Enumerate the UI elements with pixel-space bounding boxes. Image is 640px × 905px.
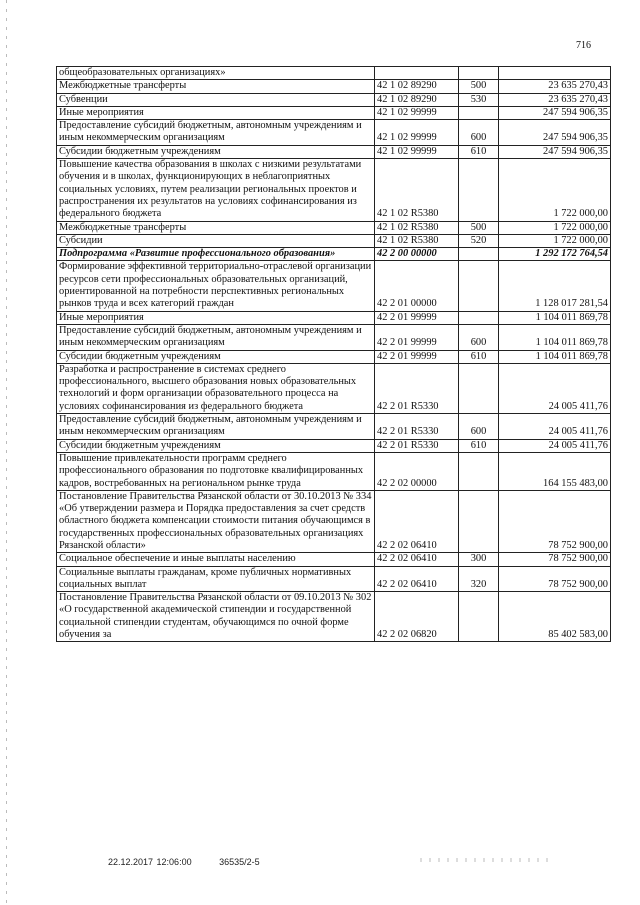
row-code-cell: 42 2 01 99999 — [375, 350, 459, 363]
row-amount-cell: 1 722 000,00 — [499, 234, 611, 247]
row-code-cell: 42 2 02 06410 — [375, 490, 459, 552]
row-code-cell: 42 2 01 R5330 — [375, 363, 459, 413]
row-amount-cell: 78 752 900,00 — [499, 566, 611, 592]
row-amount-cell: 1 722 000,00 — [499, 159, 611, 221]
row-code-cell: 42 1 02 R5380 — [375, 159, 459, 221]
row-amount-cell: 1 128 017 281,54 — [499, 261, 611, 311]
table-row — [57, 592, 611, 642]
row-code-cell — [375, 67, 459, 80]
row-name-cell: Субвенции — [57, 93, 375, 106]
table-row — [57, 566, 611, 592]
row-name-cell: Формирование эффективной территориально-отраслевой организации ресурсов сети профессиональных образовательных организаций, ориентированной на потребности перспективных региональных рынков труда и всех категорий граждан — [57, 261, 375, 311]
row-name-cell: Постановление Правительства Рязанской области от 30.10.2013 № 334 «Об утверждении размера и Порядка предоставления за счет средств областного бюджета компенсации стоимости питания обучающимся в государственных профессиональных образовательных организациях Рязанской области» — [57, 490, 375, 552]
row-amount-cell: 247 594 906,35 — [499, 120, 611, 146]
table-row — [57, 120, 611, 146]
row-name-cell: Субсидии — [57, 234, 375, 247]
table-row — [57, 350, 611, 363]
budget-table-body — [57, 67, 611, 642]
table-row — [57, 145, 611, 158]
row-expense-type-cell — [459, 106, 499, 119]
row-name-cell: Предоставление субсидий бюджетным, автономным учреждениям и иным некоммерческим организациям — [57, 324, 375, 350]
table-row — [57, 553, 611, 566]
table-row — [57, 93, 611, 106]
row-name-cell: Иные мероприятия — [57, 311, 375, 324]
row-amount-cell: 1 292 172 764,54 — [499, 248, 611, 261]
row-amount-cell: 247 594 906,35 — [499, 106, 611, 119]
row-name-cell: Подпрограмма «Развитие профессионального образования» — [57, 248, 375, 261]
row-expense-type-cell: 610 — [459, 350, 499, 363]
row-code-cell: 42 2 02 00000 — [375, 452, 459, 490]
row-code-cell: 42 2 01 R5330 — [375, 439, 459, 452]
row-code-cell: 42 2 02 06410 — [375, 553, 459, 566]
row-expense-type-cell — [459, 159, 499, 221]
row-expense-type-cell: 520 — [459, 234, 499, 247]
table-row — [57, 414, 611, 440]
row-code-cell: 42 2 01 99999 — [375, 311, 459, 324]
table-row — [57, 106, 611, 119]
table-row — [57, 439, 611, 452]
row-amount-cell: 78 752 900,00 — [499, 490, 611, 552]
row-code-cell: 42 1 02 99999 — [375, 145, 459, 158]
row-expense-type-cell — [459, 452, 499, 490]
row-name-cell: Иные мероприятия — [57, 106, 375, 119]
row-name-cell: Субсидии бюджетным учреждениям — [57, 439, 375, 452]
row-name-cell: Межбюджетные трансферты — [57, 221, 375, 234]
scan-noise-artifact — [420, 858, 550, 862]
row-code-cell: 42 1 02 R5380 — [375, 234, 459, 247]
row-name-cell: общеобразовательных организациях» — [57, 67, 375, 80]
table-row — [57, 324, 611, 350]
row-amount-cell: 1 104 011 869,78 — [499, 324, 611, 350]
row-expense-type-cell: 600 — [459, 324, 499, 350]
row-expense-type-cell: 320 — [459, 566, 499, 592]
footer-timestamp: 22.12.2017 12:06:00 — [108, 857, 192, 867]
row-name-cell: Разработка и распространение в системах среднего профессионального, высшего образования новых образовательных технологий и форм организации образовательного процесса на условиях софинансирования из федерального бюджета — [57, 363, 375, 413]
row-amount-cell: 24 005 411,76 — [499, 414, 611, 440]
row-code-cell: 42 2 02 06820 — [375, 592, 459, 642]
table-row — [57, 159, 611, 221]
row-expense-type-cell: 610 — [459, 439, 499, 452]
table-row — [57, 248, 611, 261]
row-code-cell: 42 1 02 99999 — [375, 120, 459, 146]
page-number: 716 — [576, 40, 591, 51]
row-code-cell: 42 2 01 99999 — [375, 324, 459, 350]
row-expense-type-cell — [459, 67, 499, 80]
table-row — [57, 80, 611, 93]
row-amount-cell: 85 402 583,00 — [499, 592, 611, 642]
row-code-cell: 42 1 02 99999 — [375, 106, 459, 119]
row-name-cell: Субсидии бюджетным учреждениям — [57, 145, 375, 158]
row-expense-type-cell — [459, 490, 499, 552]
row-amount-cell: 23 635 270,43 — [499, 80, 611, 93]
row-amount-cell: 78 752 900,00 — [499, 553, 611, 566]
row-expense-type-cell: 500 — [459, 221, 499, 234]
row-code-cell: 42 1 02 R5380 — [375, 221, 459, 234]
row-code-cell: 42 2 02 06410 — [375, 566, 459, 592]
row-code-cell: 42 1 02 89290 — [375, 93, 459, 106]
row-code-cell: 42 2 01 R5330 — [375, 414, 459, 440]
row-name-cell: Предоставление субсидий бюджетным, автономным учреждениям и иным некоммерческим организациям — [57, 120, 375, 146]
row-expense-type-cell: 600 — [459, 120, 499, 146]
row-name-cell: Повышение привлекательности программ среднего профессионального образования по подготовке квалифицированных кадров, востребованных на региональном рынке труда — [57, 452, 375, 490]
row-code-cell: 42 2 01 00000 — [375, 261, 459, 311]
row-name-cell: Социальные выплаты гражданам, кроме публичных нормативных социальных выплат — [57, 566, 375, 592]
row-name-cell: Субсидии бюджетным учреждениям — [57, 350, 375, 363]
table-row — [57, 490, 611, 552]
row-expense-type-cell — [459, 248, 499, 261]
row-amount-cell: 164 155 483,00 — [499, 452, 611, 490]
row-expense-type-cell: 500 — [459, 80, 499, 93]
row-amount-cell: 247 594 906,35 — [499, 145, 611, 158]
row-name-cell: Постановление Правительства Рязанской области от 09.10.2013 № 302 «О государственной академической стипендии и государственной социальной стипендии студентам, обучающимся по очной форме обучения за — [57, 592, 375, 642]
row-name-cell: Межбюджетные трансферты — [57, 80, 375, 93]
row-expense-type-cell — [459, 363, 499, 413]
row-amount-cell: 1 722 000,00 — [499, 221, 611, 234]
row-name-cell: Социальное обеспечение и иные выплаты населению — [57, 553, 375, 566]
row-expense-type-cell: 300 — [459, 553, 499, 566]
table-row — [57, 452, 611, 490]
row-amount-cell: 23 635 270,43 — [499, 93, 611, 106]
table-row — [57, 221, 611, 234]
table-row — [57, 234, 611, 247]
row-name-cell: Повышение качества образования в школах с низкими результатами обучения и в школах, функционирующих в неблагоприятных социальных условиях, путем реализации региональных проектов и распространения их результатов на условиях софинансирования из федерального бюджета — [57, 159, 375, 221]
row-expense-type-cell — [459, 261, 499, 311]
row-code-cell: 42 1 02 89290 — [375, 80, 459, 93]
row-expense-type-cell: 530 — [459, 93, 499, 106]
table-row — [57, 311, 611, 324]
row-amount-cell: 24 005 411,76 — [499, 363, 611, 413]
table-row — [57, 363, 611, 413]
row-expense-type-cell — [459, 311, 499, 324]
footer-doc-id: 36535/2-5 — [219, 857, 260, 867]
row-expense-type-cell: 610 — [459, 145, 499, 158]
budget-table — [56, 66, 611, 642]
row-code-cell: 42 2 00 00000 — [375, 248, 459, 261]
scan-edge-artifact — [6, 0, 7, 905]
row-expense-type-cell: 600 — [459, 414, 499, 440]
table-row — [57, 261, 611, 311]
row-expense-type-cell — [459, 592, 499, 642]
footer-stamp — [108, 857, 284, 867]
row-amount-cell: 1 104 011 869,78 — [499, 311, 611, 324]
row-name-cell: Предоставление субсидий бюджетным, автономным учреждениям и иным некоммерческим организациям — [57, 414, 375, 440]
row-amount-cell: 24 005 411,76 — [499, 439, 611, 452]
table-row — [57, 67, 611, 80]
row-amount-cell — [499, 67, 611, 80]
row-amount-cell: 1 104 011 869,78 — [499, 350, 611, 363]
